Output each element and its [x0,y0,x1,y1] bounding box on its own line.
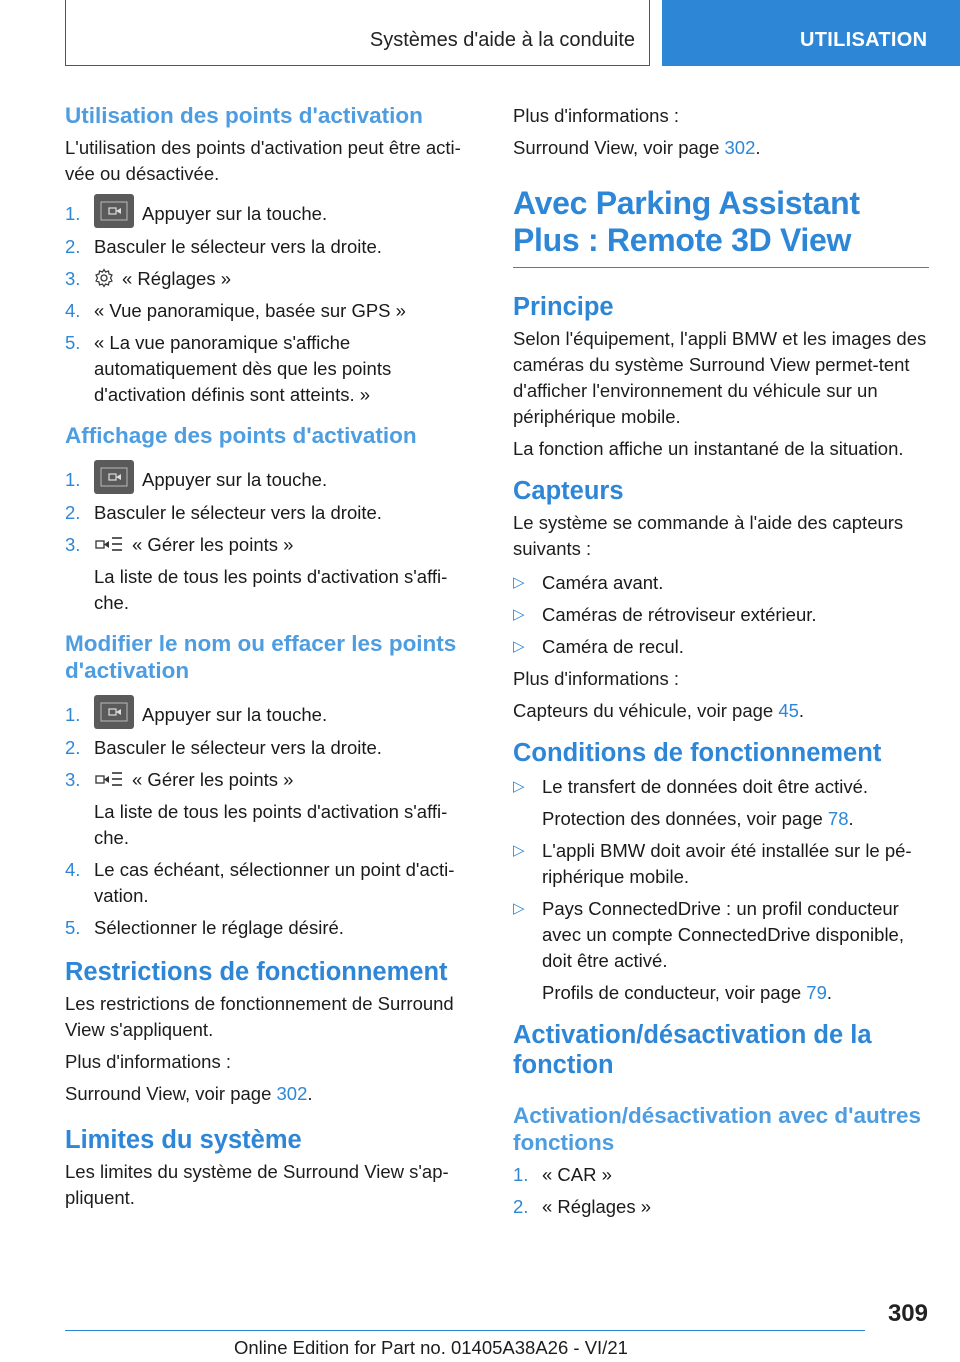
list-item [65,266,477,292]
heading-activation: Activation/désactivation de la fonction [513,1021,872,1079]
capteurs-list [513,570,929,660]
restrictions-reference [65,1081,477,1107]
step-subtext: La liste de tous les points d'activation s'affi-che. [94,801,448,848]
step-text: « Gérer les points » [132,534,294,555]
list-item [513,838,929,890]
principe-text: Selon l'équipement, l'appli BMW et les images des caméras du système Surround View permet-tent d'afficher l'environnement du véhicule sur un périphérique mobile. [513,328,927,427]
list-item [65,201,477,228]
list-item [65,702,477,729]
step-text: Sélectionner le réglage désiré. [94,917,344,938]
reference-end: . [798,700,805,721]
step-text: « Réglages » [542,1196,652,1217]
step-text: Basculer le sélecteur vers la droite. [94,737,382,758]
triangle-bullet-icon: ▷ [513,606,525,623]
restrictions-more-info: Plus d'informations : [65,1051,231,1072]
step-subtext: La liste de tous les points d'activation s'affi-che. [94,566,448,613]
step-text: Le cas échéant, sélectionner un point d'acti-vation. [94,859,455,906]
affichage-steps [65,467,477,616]
step-number: 2. [65,236,81,257]
triangle-bullet-icon: ▷ [513,638,525,655]
step-number: 3. [65,534,81,555]
camera-key-icon [94,695,134,729]
step-number: 5. [65,917,81,938]
triangle-bullet-icon: ▷ [513,778,525,795]
list-item [65,915,477,941]
step-text: « Vue panoramique, basée sur GPS » [94,300,406,321]
step-text: Appuyer sur la touche. [142,704,328,725]
heading-capteurs: Capteurs [513,477,624,505]
list-item [513,774,929,832]
reference-end: . [848,808,854,829]
reference-text: Surround View, voir page [65,1083,277,1104]
page-number: 309 [887,1300,928,1327]
list-item [65,532,477,616]
header-section-title: Systèmes d'aide à la conduite [369,29,635,51]
step-text: Appuyer sur la touche. [142,469,328,490]
heading-conditions: Conditions de fonctionnement [513,739,882,767]
reference-text: Capteurs du véhicule, voir page [513,700,779,721]
capteurs-text: Le système se commande à l'aide des capteurs suivants : [513,512,904,559]
utilisation-steps [65,201,477,408]
page-link-79[interactable]: 79 [806,982,827,1003]
footer-edition: Online Edition for Part no. 01405A38A26 - VI/21 [234,1337,628,1358]
step-number: 1. [513,1164,529,1185]
top-reference [513,135,929,161]
list-item [65,735,477,761]
conditions-list [513,774,929,1006]
list-item-text: Pays ConnectedDrive : un profil conducteur avec un compte ConnectedDrive disponible, doit être activé. [542,898,904,971]
page-link-302[interactable]: 302 [276,1083,308,1104]
activation-steps [513,1162,929,1220]
reference-text: Protection des données, voir page [542,808,828,829]
heading-utilisation-points: Utilisation des points d'activation [65,103,423,128]
page-link-45[interactable]: 45 [778,700,799,721]
triangle-bullet-icon: ▷ [513,842,525,859]
heading-restrictions: Restrictions de fonctionnement [65,958,448,986]
step-text: « CAR » [542,1164,612,1185]
list-item-text: Le transfert de données doit être activé. [542,776,869,797]
list-item-text: Caméra avant. [542,572,664,593]
page-link-78[interactable]: 78 [827,808,849,829]
heading-affichage-points: Affichage des points d'activation [65,423,417,448]
list-item-text: Caméras de rétroviseur extérieur. [542,604,817,625]
reference-end: . [755,137,761,158]
list-item [65,330,477,408]
triangle-bullet-icon: ▷ [513,900,525,917]
list-item [513,896,929,1006]
step-number: 1. [65,203,81,224]
capteurs-more-info: Plus d'informations : [513,668,679,689]
heading-principe: Principe [513,293,614,321]
list-item [65,467,477,494]
heading-activation-autres: Activation/désactivation avec d'autres fonctions [513,1103,921,1155]
list-item [513,570,929,596]
step-number: 1. [65,469,81,490]
footer-rule [65,1330,865,1331]
step-text: Basculer le sélecteur vers la droite. [94,502,382,523]
camera-key-icon [94,194,134,228]
reference-text: Profils de conducteur, voir page [542,982,807,1003]
list-item [65,298,477,324]
list-item-reference [542,806,929,832]
left-column [65,100,477,1211]
camera-key-icon [94,460,134,494]
header-section-box [65,0,650,66]
reference-end: . [307,1083,313,1104]
reference-end: . [826,982,833,1003]
list-item-text: L'appli BMW doit avoir été installée sur le pé-riphérique mobile. [542,840,912,887]
heading-limites: Limites du système [65,1126,302,1154]
step-text: « Réglages » [122,268,232,289]
principe-text-2: La fonction affiche un instantané de la situation. [513,438,904,459]
step-number: 2. [65,502,81,523]
list-item-text: Caméra de recul. [542,636,684,657]
step-number: 4. [65,300,81,321]
step-text: « La vue panoramique s'affiche automatiquement dès que les points d'activation définis sont atteints. » [94,332,392,405]
right-column [513,100,929,1226]
step-text: « Gérer les points » [132,769,294,790]
manage-points-icon [94,534,124,554]
modifier-steps [65,702,477,941]
list-item [65,767,477,851]
heading-rule [513,267,929,268]
step-number: 4. [65,859,81,880]
list-item [513,634,929,660]
list-item [513,1162,929,1188]
step-number: 5. [65,332,81,353]
header-chapter-tab [662,0,960,66]
step-number: 3. [65,268,81,289]
utilisation-intro: L'utilisation des points d'activation peut être acti-vée ou désactivée. [65,137,461,184]
heading-remote-3d-view: Avec Parking Assistant Plus : Remote 3D View [513,185,860,258]
heading-modifier-points: Modifier le nom ou effacer les points d'activation [65,631,457,683]
step-text: Appuyer sur la touche. [142,203,328,224]
top-more-info: Plus d'informations : [513,105,679,126]
list-item-reference [542,980,929,1006]
list-item [65,234,477,260]
triangle-bullet-icon: ▷ [513,574,525,591]
capteurs-reference [513,698,929,724]
step-text: Basculer le sélecteur vers la droite. [94,236,382,257]
limites-text: Les limites du système de Surround View s'ap-pliquent. [65,1161,449,1208]
step-number: 2. [513,1196,529,1217]
gear-icon [94,268,114,288]
list-item [513,1194,929,1220]
list-item [65,857,477,909]
header-chapter-title: UTILISATION [800,29,928,51]
step-number: 3. [65,769,81,790]
page-link-302[interactable]: 302 [724,137,756,158]
step-number: 2. [65,737,81,758]
list-item [65,500,477,526]
manage-points-icon [94,769,124,789]
restrictions-text: Les restrictions de fonctionnement de Surround View s'appliquent. [65,993,454,1040]
step-number: 1. [65,704,81,725]
reference-text: Surround View, voir page [513,137,725,158]
list-item [513,602,929,628]
